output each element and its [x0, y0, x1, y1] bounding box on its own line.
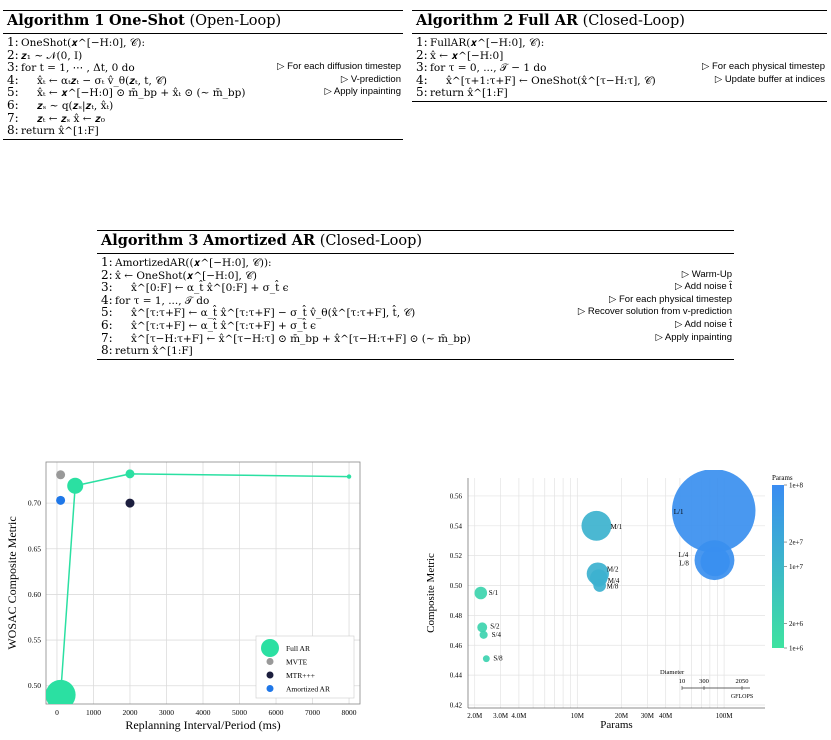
y-tick-label: 0.52: [449, 552, 462, 561]
algorithm-line: [416, 86, 827, 99]
line-number: 2:: [7, 47, 19, 62]
line-code: x̂^[τ+1:τ+F] ← OneShot(x̂^[τ−H:τ], 𝒞): [446, 74, 656, 87]
algorithm-title: [97, 231, 734, 251]
point-label: L/8: [679, 559, 689, 568]
point-label: S/8: [493, 654, 503, 663]
x-axis-label: Params: [600, 719, 633, 731]
line-number: 4:: [7, 72, 19, 87]
algorithm-line: [101, 319, 734, 332]
algorithm-line: [7, 49, 403, 62]
line-number: 6:: [101, 317, 113, 332]
data-point: [593, 579, 606, 592]
y-tick-label: 0.44: [449, 671, 462, 680]
legend-label: Full AR: [286, 644, 310, 653]
data-point: [474, 587, 487, 600]
data-point: [67, 478, 83, 494]
data-point: [483, 655, 490, 662]
line-number: 4:: [416, 72, 428, 87]
line-comment: ▷ Update buffer at indices: [714, 73, 825, 85]
line-code: x̂ ← 𝒙^[−H:0]: [430, 49, 504, 62]
line-code: x̂^[0:F] ← α_t̂ x̂^[0:F] + σ_t̂ ϵ: [131, 282, 289, 295]
x-tick-label: 2.0M: [467, 712, 483, 720]
line-code: x̂^[τ:τ+F] ← α_t̂ x̂^[τ:τ+F] + σ_t̂ ϵ: [131, 319, 317, 332]
line-comment: ▷ V-prediction: [340, 73, 401, 85]
legend-marker: [267, 672, 274, 679]
line-code: return x̂^[1:F]: [115, 345, 193, 358]
line-code: for t = 1, ⋯ , Δt, 0 do: [21, 62, 135, 75]
chart-composite-vs-params: [420, 470, 831, 740]
algorithm-line: [101, 269, 734, 282]
point-label: M/4: [607, 577, 620, 586]
line-code: return x̂^[1:F]: [430, 87, 508, 100]
line-comment: ▷ Add noise t̂: [675, 281, 732, 293]
size-legend-tick-label: 2050: [735, 678, 749, 685]
x-tick-label: 10M: [570, 712, 584, 720]
algorithm-line: [101, 332, 734, 345]
data-point: [581, 511, 611, 541]
data-point: [125, 499, 134, 508]
y-tick-label: 0.70: [27, 498, 41, 508]
line-number: 3:: [7, 60, 19, 75]
x-tick-label: 4000: [195, 708, 211, 717]
data-point: [125, 469, 134, 478]
line-code: for τ = 0, ..., 𝒯 − 1 do: [430, 62, 547, 75]
size-legend-tick-label: 10: [678, 678, 686, 685]
data-point: [46, 680, 76, 710]
colorbar: [772, 485, 784, 648]
colorbar-tick-label: 2e+6: [789, 620, 804, 629]
y-tick-label: 0.56: [449, 492, 462, 501]
line-code: x̂^[τ:τ+F] ← α_t̂ x̂^[τ:τ+F] − σ_t̂ v̂_θ(x̂^[τ:τ+F], t̂, 𝒞): [131, 307, 416, 320]
algorithm-suffix: (Closed-Loop): [319, 233, 423, 249]
y-axis-label: Composite Metric: [425, 553, 437, 633]
algorithm-line: [416, 74, 827, 87]
colorbar-tick-label: 1e+8: [789, 481, 804, 490]
data-point: [701, 547, 730, 576]
point-label: M/1: [610, 522, 623, 531]
line-number: 8:: [7, 123, 19, 138]
algorithm-line: [7, 99, 403, 112]
algorithm-line: [7, 61, 403, 74]
chart-wosac-vs-replanning: [0, 450, 400, 740]
x-tick-label: 0: [55, 708, 59, 717]
x-tick-label: 1000: [85, 708, 101, 717]
line-number: 5:: [7, 85, 19, 100]
x-tick-label: 40M: [659, 712, 673, 720]
line-comment: ▷ For each physical timestep: [702, 61, 825, 73]
size-legend-unit: GFLOPS: [730, 694, 754, 700]
point-label: L/1: [673, 507, 684, 516]
algorithm-number: Algorithm 3: [101, 232, 199, 249]
line-number: 4:: [101, 292, 113, 307]
algorithm-3-box: [97, 230, 734, 360]
point-label: S/4: [491, 630, 501, 639]
line-comment: ▷ Recover solution from v-prediction: [577, 306, 732, 318]
algorithm-2-box: [412, 10, 827, 102]
legend-marker: [261, 639, 279, 657]
data-point: [347, 474, 351, 478]
line-number: 1:: [101, 255, 113, 269]
line-code: 𝒛ₜ ← 𝒛ₛ x̂ ← 𝒛₀: [37, 112, 105, 125]
algorithm-name: Amortized AR: [203, 232, 316, 249]
line-number: 7:: [7, 110, 19, 125]
legend-label: MVTE: [286, 657, 308, 667]
algorithm-line: [416, 36, 827, 49]
x-tick-label: 4.0M: [511, 712, 527, 720]
line-comment: ▷ For each diffusion timestep: [277, 61, 401, 73]
x-tick-label: 3.0M: [493, 712, 509, 720]
legend-marker: [267, 685, 274, 692]
line-comment: ▷ Warm-Up: [681, 268, 732, 280]
line-number: 3:: [101, 280, 113, 295]
algorithm-lines: [97, 254, 734, 359]
data-point: [480, 631, 488, 639]
algorithm-suffix: (Closed-Loop): [582, 13, 685, 29]
data-point: [477, 622, 487, 632]
point-label: M/8: [606, 582, 619, 591]
line-comment: ▷ Add noise t̂: [675, 318, 732, 330]
x-tick-label: 3000: [158, 708, 174, 717]
colorbar-tick-label: 2e+7: [789, 538, 804, 547]
y-tick-label: 0.46: [449, 641, 462, 650]
x-tick-label: 100M: [715, 712, 733, 720]
point-label: S/1: [488, 589, 499, 597]
algorithm-number: Algorithm 2: [416, 12, 514, 29]
rule: [97, 359, 734, 360]
algorithm-lines: [412, 34, 827, 101]
line-code: x̂^[τ−H:τ+F] ← x̂^[τ−H:τ] ⊙ m̄_bp + x̂^[τ−H:τ+F] ⊙ (∼ m̄_bp): [131, 332, 471, 345]
y-tick-label: 0.55: [27, 635, 41, 645]
algorithm-line: [7, 124, 403, 137]
y-tick-label: 0.50: [449, 582, 462, 591]
x-tick-label: 6000: [268, 708, 284, 717]
algorithm-line: [416, 49, 827, 62]
line-code: 𝒛ₛ ∼ q(𝒛ₛ|𝒛ₜ, x̂ₜ): [37, 99, 114, 112]
line-number: 6:: [7, 97, 19, 112]
line-number: 3:: [416, 60, 428, 75]
algorithm-suffix: (Open-Loop): [189, 13, 282, 29]
legend-label: Amortized AR: [286, 684, 330, 694]
line-code: FullAR(𝒙^[−H:0], 𝒞):: [430, 37, 545, 49]
line-code: x̂ ← OneShot(𝒙^[−H:0], 𝒞): [115, 269, 257, 282]
rule: [3, 139, 403, 140]
algorithm-line: [101, 281, 734, 294]
y-tick-label: 0.42: [449, 701, 462, 710]
point-label: L/4: [678, 551, 689, 560]
line-number: 5:: [101, 305, 113, 320]
colorbar-tick-label: 1e+7: [789, 563, 804, 571]
y-tick-label: 0.48: [449, 611, 462, 620]
data-point: [56, 470, 65, 479]
x-tick-label: 5000: [232, 708, 248, 717]
y-tick-label: 0.50: [27, 681, 41, 691]
algorithm-line: [101, 294, 734, 307]
line-code: x̂ₜ ← 𝒙^[−H:0] ⊙ m̄_bp + x̂ₜ ⊙ (∼ m̄_bp): [37, 87, 246, 100]
line-comment: ▷ Apply inpainting: [655, 331, 732, 343]
algorithm-title: [412, 11, 827, 31]
algorithm-title: [3, 11, 403, 31]
algorithm-line: [7, 112, 403, 125]
line-code: 𝒛₁ ∼ 𝒩(0, I): [21, 49, 83, 62]
algorithm-line: [101, 344, 734, 357]
rule: [412, 101, 827, 102]
x-tick-label: 2000: [122, 708, 138, 717]
data-point: [56, 496, 65, 505]
algorithm-1-box: [3, 10, 403, 140]
algorithm-line: [7, 36, 403, 49]
line-number: 2:: [416, 47, 428, 62]
algorithm-name: One-Shot: [109, 12, 185, 29]
line-number: 7:: [101, 330, 113, 345]
algorithm-line: [101, 306, 734, 319]
point-label: M/2: [606, 565, 619, 574]
x-tick-label: 20M: [614, 712, 629, 720]
point-label: S/2: [490, 622, 500, 631]
line-code: for τ = 1, ..., 𝒯 do: [115, 294, 210, 307]
legend-label: MTR+++: [286, 671, 315, 680]
colorbar-title: Params: [772, 474, 793, 482]
colorbar-tick-label: 1e+6: [789, 644, 804, 653]
line-code: x̂ₜ ← αₜ𝒛ₜ − σₜ v̂_θ(𝒛ₜ, t, 𝒞): [37, 74, 167, 87]
line-number: 5:: [416, 85, 428, 100]
y-tick-label: 0.65: [27, 544, 41, 554]
line-code: return x̂^[1:F]: [21, 125, 99, 138]
y-tick-label: 0.60: [27, 589, 41, 599]
line-comment: ▷ For each physical timestep: [609, 293, 732, 305]
x-tick-label: 7000: [305, 708, 321, 717]
size-legend-tick-label: 300: [699, 678, 709, 685]
x-tick-label: 30M: [640, 712, 654, 720]
y-tick-label: 0.54: [449, 522, 462, 531]
line-number: 2:: [101, 267, 113, 282]
x-axis-label: Replanning Interval/Period (ms): [125, 718, 281, 732]
algorithm-number: Algorithm 1: [7, 12, 105, 29]
line-comment: ▷ Apply inpainting: [324, 86, 401, 98]
algorithm-lines: [3, 34, 403, 139]
line-code: OneShot(𝒙^[−H:0], 𝒞):: [21, 37, 146, 49]
algorithm-line: [416, 61, 827, 74]
algorithm-name: Full AR: [518, 12, 578, 29]
line-code: AmortizedAR((𝒙^[−H:0], 𝒞)):: [115, 257, 272, 269]
legend-marker: [267, 658, 274, 665]
y-axis-label: WOSAC Composite Metric: [5, 516, 19, 650]
algorithm-line: [7, 86, 403, 99]
line-number: 8:: [101, 343, 113, 358]
size-legend-title: Diameter: [660, 669, 685, 676]
algorithm-line: [101, 256, 734, 269]
line-number: 1:: [416, 35, 428, 49]
line-number: 1:: [7, 35, 19, 49]
data-point: [672, 470, 755, 553]
x-tick-label: 8000: [341, 708, 357, 717]
algorithm-line: [7, 74, 403, 87]
